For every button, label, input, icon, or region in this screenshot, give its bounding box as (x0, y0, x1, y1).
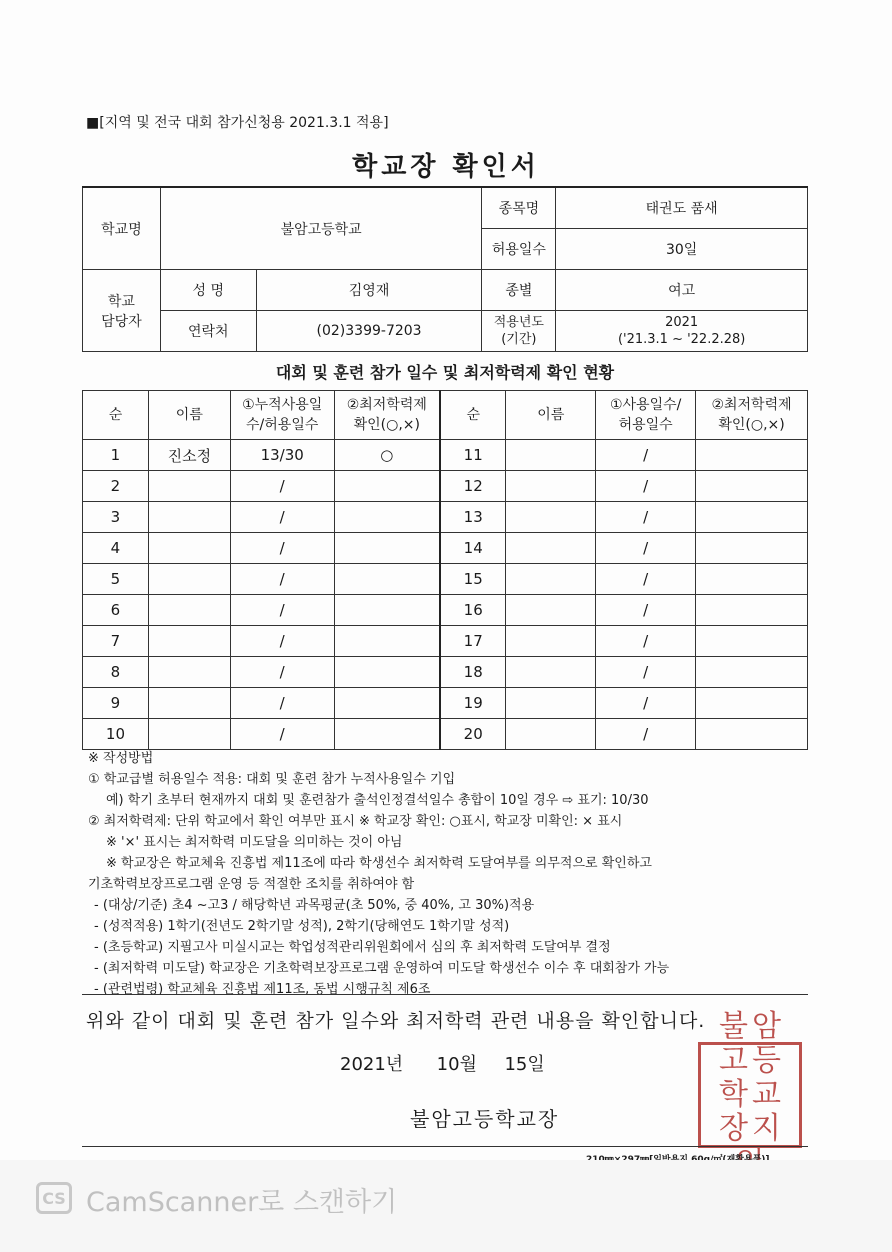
note-bullet: - (성적적용) 1학기(전년도 2학기말 성적), 2학기(당해연도 1학기말 성적) (94, 919, 510, 934)
row-no-left: 7 (83, 626, 149, 657)
row-days-left: / (230, 471, 334, 502)
row-name-left (148, 533, 230, 564)
note-item: ② 최저학력제: 단위 학교에서 확인 여부만 표시 ※ 학교장 확인: ○표시, 학교장 미확인: × 표시 (88, 814, 623, 829)
header-tag: ■[지역 및 전국 대회 참가신청용 2021.3.1 적용] (86, 115, 389, 131)
row-grade-left (334, 564, 440, 595)
row-grade-right (696, 564, 808, 595)
writing-instructions (88, 748, 808, 1000)
row-days-left: / (230, 502, 334, 533)
table-row (83, 626, 808, 657)
row-grade-left: ○ (334, 440, 440, 471)
col-name-right: 이름 (506, 391, 596, 440)
row-grade-left (334, 657, 440, 688)
principal-name: 불암고등학교장 (410, 1107, 560, 1131)
row-grade-left (334, 719, 440, 750)
row-days-left: / (230, 533, 334, 564)
col-no-left: 순 (83, 391, 149, 440)
row-name-right (506, 595, 596, 626)
row-name-left (148, 719, 230, 750)
row-name-right (506, 626, 596, 657)
school-label: 학교명 (83, 187, 161, 270)
row-grade-right (696, 502, 808, 533)
row-days-right: / (596, 440, 696, 471)
row-days-right: / (596, 657, 696, 688)
row-grade-right (696, 595, 808, 626)
date-month: 10월 (436, 1054, 477, 1075)
col-grade-left (334, 391, 440, 440)
row-name-left (148, 657, 230, 688)
row-no-right: 20 (440, 719, 506, 750)
row-no-left: 1 (83, 440, 149, 471)
row-days-left: / (230, 657, 334, 688)
row-grade-left (334, 471, 440, 502)
allowed-days-label: 허용일수 (482, 229, 556, 270)
row-name-right (506, 688, 596, 719)
info-table (82, 186, 808, 352)
table-row (83, 533, 808, 564)
col-days-left-line2: 수/허용일수 (246, 417, 319, 433)
col-days-right-line2: 허용일수 (618, 417, 673, 433)
row-days-right: / (596, 688, 696, 719)
seal-char: 장 (719, 1111, 748, 1146)
event-label: 종목명 (482, 187, 556, 229)
note-bullet: - (초등학교) 지필고사 미실시교는 학업성적관리위원회에서 심의 후 최저학력 도달여부 결정 (94, 940, 611, 955)
school-value: 불암고등학교 (160, 187, 482, 270)
note-bullet: - (대상/기준) 초4 ~고3 / 해당학년 과목평균(초 50%, 중 40%, 고 30%)적용 (94, 898, 535, 913)
row-no-right: 15 (440, 564, 506, 595)
row-grade-left (334, 626, 440, 657)
row-no-right: 16 (440, 595, 506, 626)
row-name-right (506, 719, 596, 750)
issue-date (340, 1050, 545, 1076)
row-no-right: 12 (440, 471, 506, 502)
confirmation-text: 위와 같이 대회 및 훈련 참가 일수와 최저학력 관련 내용을 확인합니다. (86, 1010, 706, 1032)
row-days-left: / (230, 595, 334, 626)
period-value: ('21.3.1 ~ '22.2.28) (617, 332, 746, 347)
event-value: 태권도 품새 (556, 187, 808, 229)
col-grade-left-line1: ②최저학력제 (346, 397, 427, 413)
row-no-right: 18 (440, 657, 506, 688)
row-grade-right (696, 657, 808, 688)
note-item: 기초학력보장프로그램 운영 등 적절한 조치를 취하여야 함 (88, 877, 415, 892)
note-bullet: - (관련법령) 학교체육 진흥법 제11조, 동법 시행규칙 제6조 (94, 982, 431, 997)
row-days-right: / (596, 564, 696, 595)
row-no-right: 13 (440, 502, 506, 533)
row-no-left: 6 (83, 595, 149, 626)
official-seal (698, 1009, 802, 1148)
row-name-left: 진소정 (148, 440, 230, 471)
row-no-left: 5 (83, 564, 149, 595)
row-no-left: 9 (83, 688, 149, 719)
row-grade-left (334, 533, 440, 564)
row-days-left: / (230, 688, 334, 719)
status-subtitle: 대회 및 훈련 참가 일수 및 최저학력제 확인 현황 (275, 363, 615, 382)
row-grade-right (696, 719, 808, 750)
year-value: 2021 (665, 315, 699, 330)
divider (82, 994, 808, 995)
camscanner-watermark: CamScanner로 스캔하기 (86, 1187, 398, 1218)
camscanner-logo-icon: CS (36, 1182, 72, 1214)
staff-label-line1: 학교 (107, 293, 135, 310)
participation-table (82, 390, 808, 750)
note-item: 예) 학기 초부터 현재까지 대회 및 훈련참가 출석인정결석일수 총합이 10일 경우 ⇨ 표기: 10/30 (106, 793, 649, 808)
row-no-left: 2 (83, 471, 149, 502)
row-name-left (148, 626, 230, 657)
row-grade-left (334, 502, 440, 533)
row-days-left: / (230, 719, 334, 750)
col-days-left (230, 391, 334, 440)
seal-char: 고 (719, 1043, 748, 1078)
row-name-right (506, 657, 596, 688)
year-label-line2: (기간) (501, 332, 537, 347)
col-grade-left-line2: 확인(○,×) (353, 417, 420, 433)
contact-value: (02)3399-7203 (256, 311, 482, 352)
row-grade-left (334, 595, 440, 626)
row-name-left (148, 564, 230, 595)
col-grade-right-line1: ②최저학력제 (711, 397, 792, 413)
allowed-days-value: 30일 (556, 229, 808, 270)
table-row (83, 688, 808, 719)
col-grade-right-line2: 확인(○,×) (718, 417, 785, 433)
seal-char: 등 (752, 1043, 781, 1078)
row-days-right: / (596, 471, 696, 502)
row-no-right: 17 (440, 626, 506, 657)
row-grade-right (696, 626, 808, 657)
col-no-right: 순 (440, 391, 506, 440)
date-day: 15일 (504, 1054, 545, 1075)
date-year: 2021년 (340, 1054, 404, 1075)
name-value: 김영재 (256, 270, 482, 311)
row-days-right: / (596, 626, 696, 657)
name-label: 성 명 (160, 270, 256, 311)
year-label (482, 311, 556, 352)
table-row (83, 440, 808, 471)
row-name-left (148, 471, 230, 502)
year-value-cell (556, 311, 808, 352)
row-name-right (506, 502, 596, 533)
year-label-line1: 적용년도 (493, 315, 544, 330)
bottom-divider (82, 1146, 808, 1147)
document-title: 학교장 확인서 (352, 152, 540, 182)
staff-label-line2: 담당자 (101, 313, 142, 330)
row-days-left: / (230, 564, 334, 595)
row-no-right: 19 (440, 688, 506, 719)
table-row (83, 471, 808, 502)
row-grade-left (334, 688, 440, 719)
table-row (83, 595, 808, 626)
row-days-right: / (596, 533, 696, 564)
row-name-right (506, 440, 596, 471)
row-no-left: 8 (83, 657, 149, 688)
row-no-left: 3 (83, 502, 149, 533)
table-header-row (83, 391, 808, 440)
table-row (83, 564, 808, 595)
seal-char: 학 (719, 1077, 748, 1112)
notes-heading: ※ 작성방법 (88, 751, 154, 766)
seal-char: 암 (752, 1009, 781, 1044)
staff-label (83, 270, 161, 352)
row-days-left: / (230, 626, 334, 657)
col-name-left: 이름 (148, 391, 230, 440)
row-name-left (148, 595, 230, 626)
col-days-left-line1: ①누적사용일 (242, 397, 323, 413)
row-name-right (506, 471, 596, 502)
row-name-left (148, 502, 230, 533)
col-grade-right (696, 391, 808, 440)
seal-char: 불 (719, 1009, 748, 1044)
table-row (83, 502, 808, 533)
row-no-left: 10 (83, 719, 149, 750)
row-days-right: / (596, 719, 696, 750)
seal-char: 지 (752, 1111, 781, 1146)
gender-value: 여고 (556, 270, 808, 311)
note-item: ※ 학교장은 학교체육 진흥법 제11조에 따라 학생선수 최저학력 도달여부를 의무적으로 확인하고 (106, 856, 652, 871)
row-days-left: 13/30 (230, 440, 334, 471)
col-days-right (596, 391, 696, 440)
row-grade-right (696, 440, 808, 471)
row-no-right: 14 (440, 533, 506, 564)
contact-label: 연락처 (160, 311, 256, 352)
seal-char: 교 (752, 1077, 781, 1112)
row-name-right (506, 533, 596, 564)
table-row (83, 719, 808, 750)
note-item: ① 학교급별 허용일수 적용: 대회 및 훈련 참가 누적사용일수 기입 (88, 772, 456, 787)
table-row (83, 657, 808, 688)
row-grade-right (696, 471, 808, 502)
note-bullet: - (최저학력 미도달) 학교장은 기초학력보장프로그램 운영하여 미도달 학생선수 이수 후 대회참가 가능 (94, 961, 670, 976)
col-days-right-line1: ①사용일수/ (609, 397, 682, 413)
row-days-right: / (596, 595, 696, 626)
note-item: ※ '×' 표시는 최저학력 미도달을 의미하는 것이 아님 (106, 835, 403, 850)
row-no-right: 11 (440, 440, 506, 471)
row-name-left (148, 688, 230, 719)
row-name-right (506, 564, 596, 595)
row-days-right: / (596, 502, 696, 533)
row-grade-right (696, 688, 808, 719)
gender-label: 종별 (482, 270, 556, 311)
row-no-left: 4 (83, 533, 149, 564)
row-grade-right (696, 533, 808, 564)
